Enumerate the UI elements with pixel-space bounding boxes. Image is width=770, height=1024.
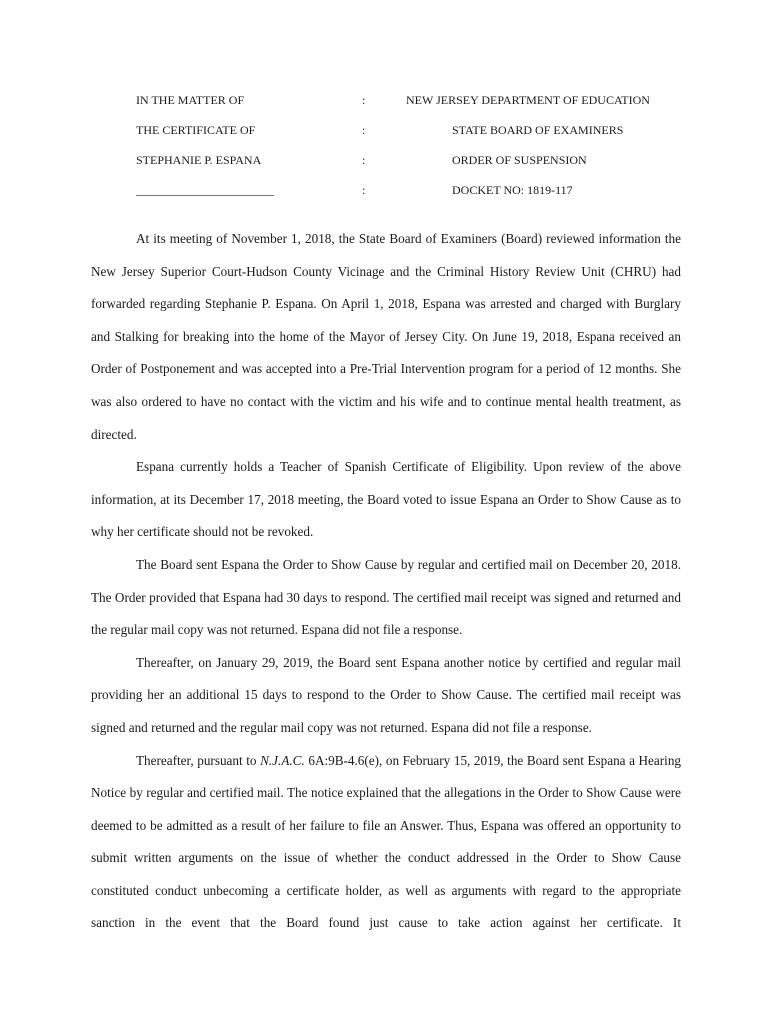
caption-underline: _______________________	[136, 183, 274, 197]
caption-row-1	[0, 90, 770, 110]
citation: N.J.A.C.	[260, 752, 305, 768]
paragraph-order-to-show-cause: The Board sent Espana the Order to Show Cause by regular and certified mail on December 20, 2018. The Order provided that Espana had 30 days to respond. The certified mail receipt was signed and returned and the regular mail copy was not returned. Espana did not file a response.	[91, 556, 681, 638]
paragraph-second-notice: Thereafter, on January 29, 2019, the Board sent Espana another notice by certified and regular mail providing her an additional 15 days to respond to the Order to Show Cause. The certified mail receipt was signed and returned and the regular mail copy was not returned. Espana did not file a response.	[91, 654, 681, 735]
caption-order-type: ORDER OF SUSPENSION	[452, 153, 587, 167]
paragraph-hearing-notice	[91, 745, 681, 941]
caption-docket: DOCKET NO: 1819-117	[452, 183, 573, 197]
caption-matter: IN THE MATTER OF	[136, 93, 245, 107]
paragraph-text: 6A:9B-4.6(e), on February 15, 2019, the Board sent Espana a Hearing Notice by regular and certified mail. The notice explained that the allegations in the Order to Show Cause were deemed to be admitted as a result of her failure to file an Answer. Thus, Espana was offered an opportunity to submit written arguments on the issue of whether the conduct addressed in the Order to Show Cause constituted conduct unbecoming a certificate holder, as well as arguments with regard to the appropriate sanction in the event that the Board found just cause to take action against her certificate. It	[91, 752, 682, 931]
caption-row-2	[0, 120, 770, 140]
caption-department: NEW JERSEY DEPARTMENT OF EDUCATION	[406, 93, 650, 107]
caption-separator: :	[362, 153, 366, 167]
paragraph-text: Thereafter, pursuant to	[136, 752, 261, 768]
caption-certificate: THE CERTIFICATE OF	[136, 123, 256, 137]
caption-separator: :	[362, 93, 366, 107]
caption-row-3	[0, 150, 770, 170]
caption-name: STEPHANIE P. ESPANA	[136, 153, 262, 167]
document-body	[91, 223, 681, 940]
paragraph-certificate-status: Espana currently holds a Teacher of Spanish Certificate of Eligibility. Upon review of the above information, at its December 17, 2018 meeting, the Board voted to issue Espana an Order to Show Cause as to why her certificate should not be revoked.	[91, 459, 681, 540]
caption-board: STATE BOARD OF EXAMINERS	[452, 123, 624, 137]
caption-separator: :	[362, 123, 366, 137]
caption-row-4	[0, 180, 770, 200]
paragraph-meeting-review: At its meeting of November 1, 2018, the State Board of Examiners (Board) reviewed information the New Jersey Superior Court-Hudson County Vicinage and the Criminal History Review Unit (CHRU) had forwarded regarding Stephanie P. Espana. On April 1, 2018, Espana was arrested and charged with Burglary and Stalking for breaking into the home of the Mayor of Jersey City. On June 19, 2018, Espana received an Order of Postponement and was accepted into a Pre-Trial Intervention program for a period of 12 months. She was also ordered to have no contact with the victim and his wife and to continue mental health treatment, as directed.	[91, 231, 681, 442]
caption-separator: :	[362, 183, 366, 197]
